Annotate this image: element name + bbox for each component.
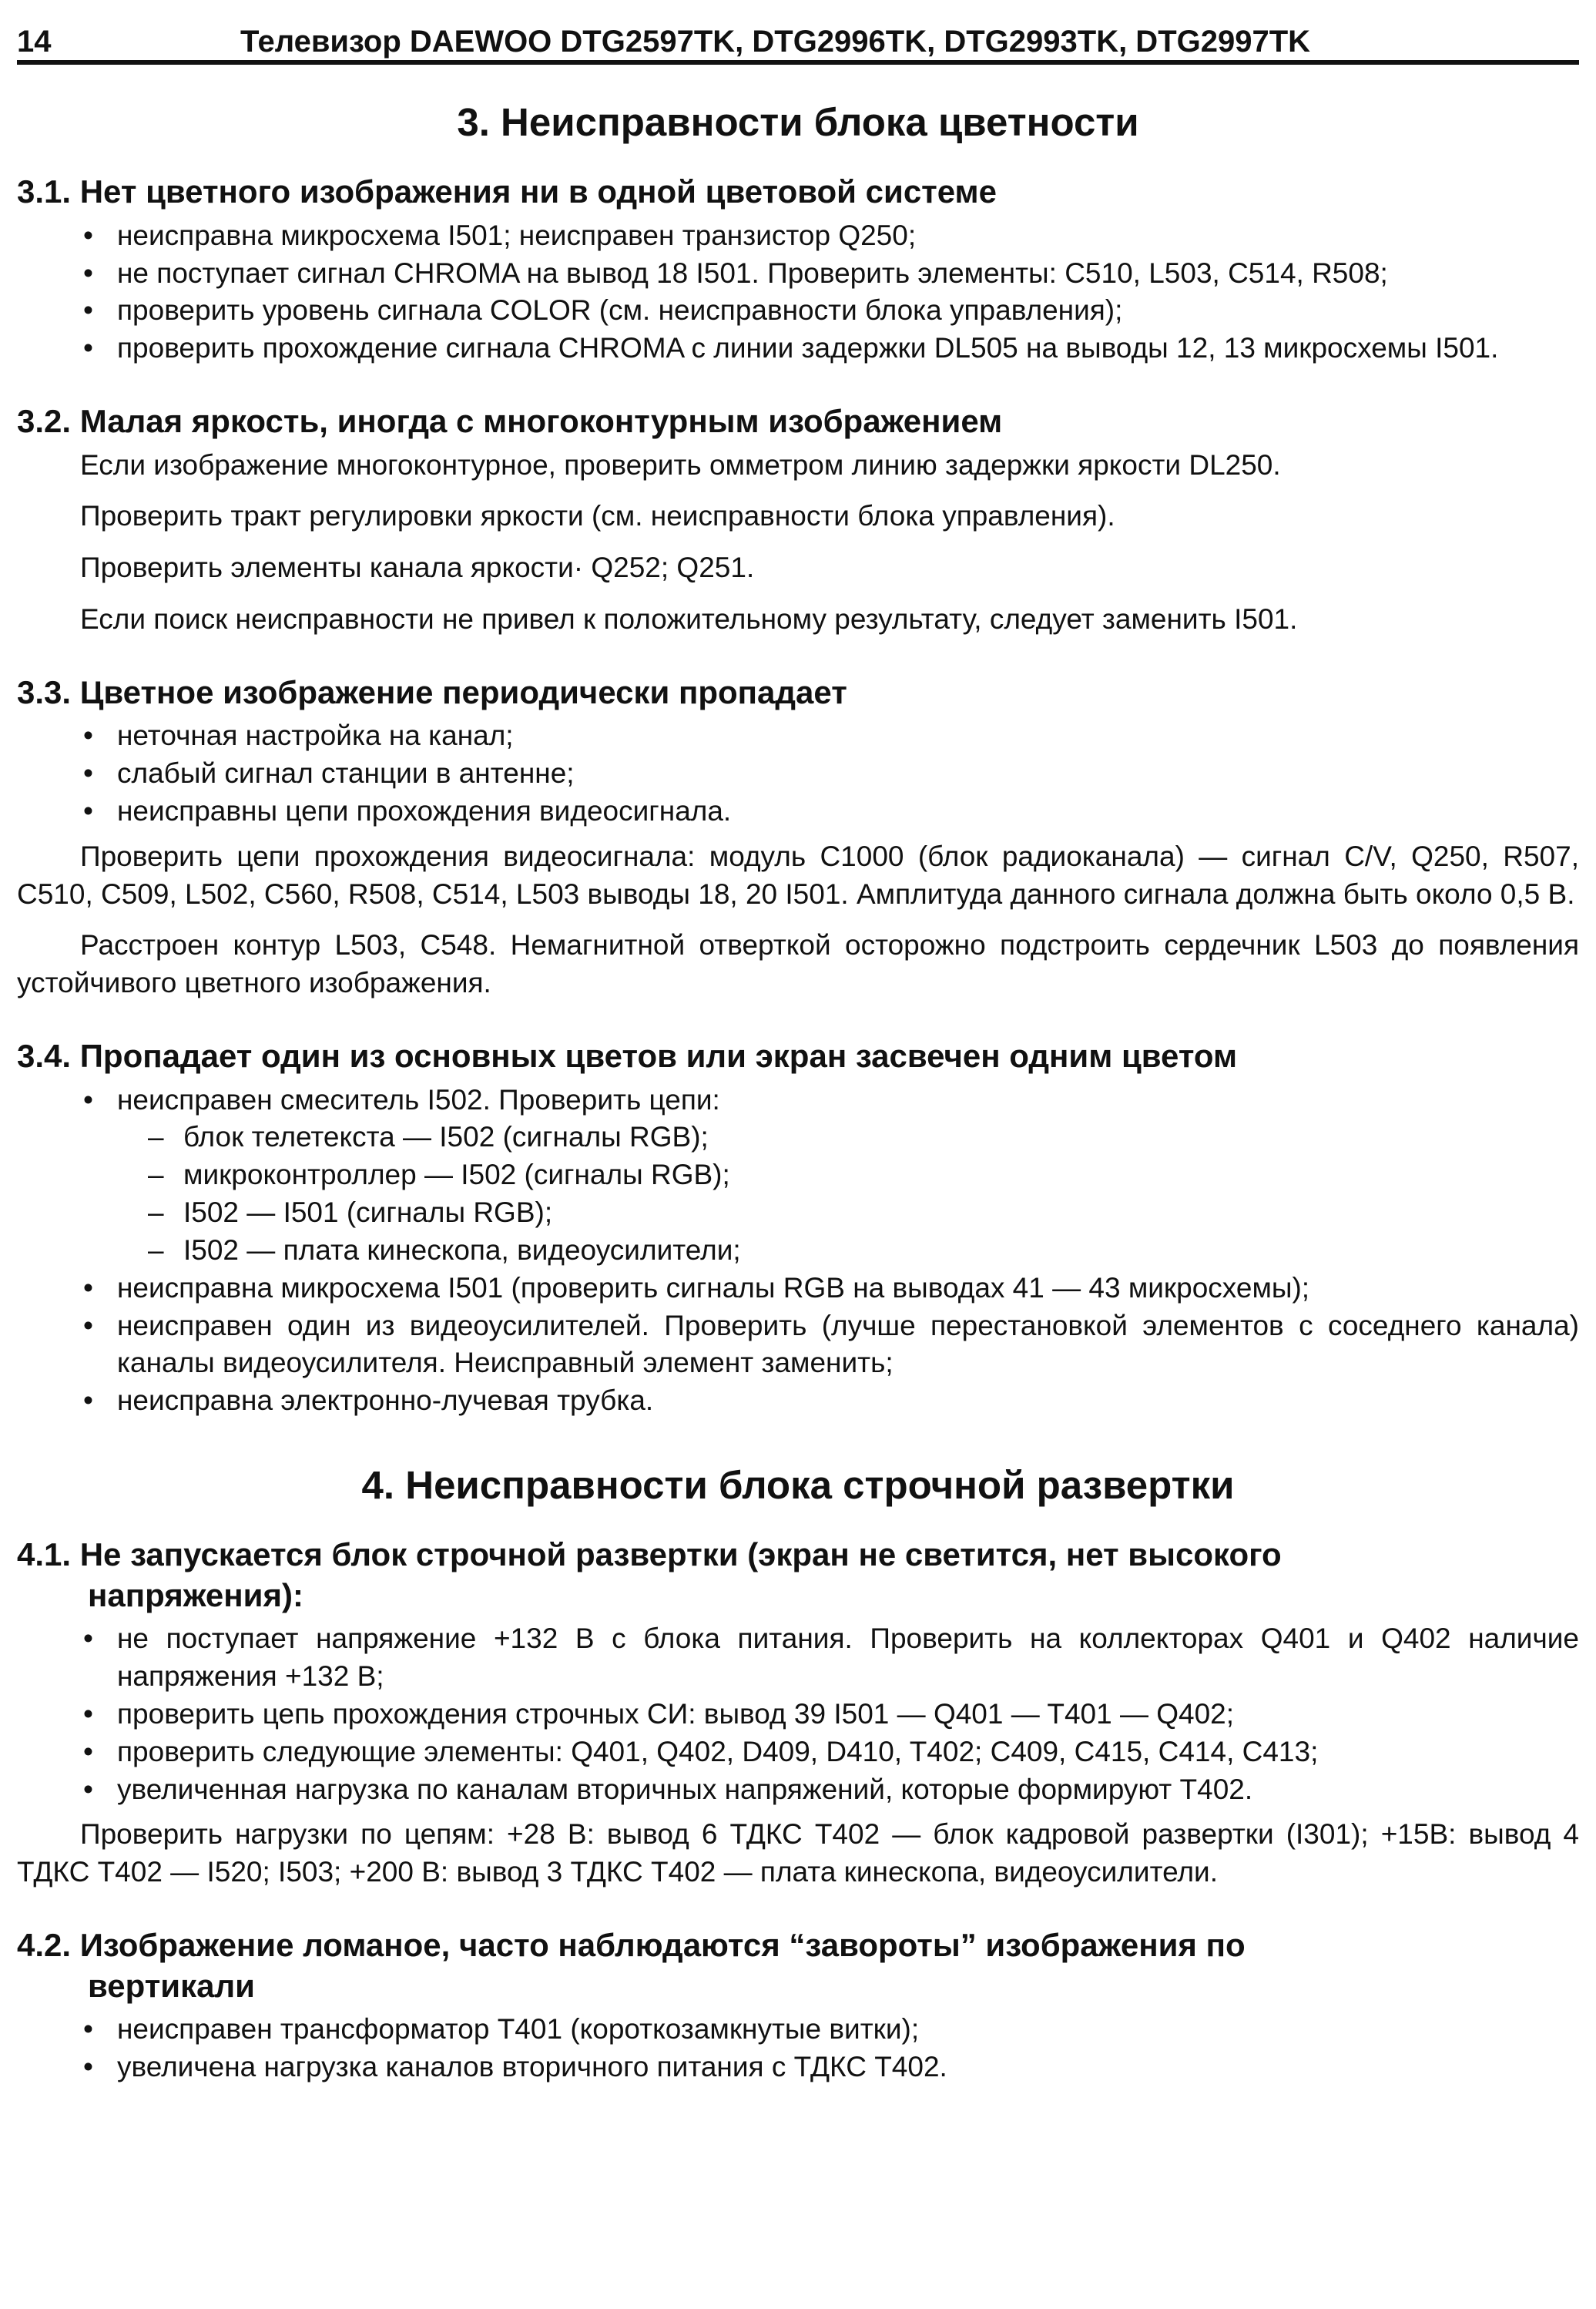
section-3-3-list [17,717,1579,830]
page-number: 14 [17,25,52,59]
sub-list-item: – I502 — I501 (сигналы RGB); [183,1194,1579,1232]
section-3-1 [17,172,1579,367]
paragraph: Проверить тракт регулировки яркости (см. неисправности блока управления). [80,500,1115,532]
sub-list-item: – блок телетекста — I502 (сигналы RGB); [183,1119,1579,1156]
sub-list-item: – микроконтроллер — I502 (сигналы RGB); [183,1156,1579,1194]
paragraph: Проверить элементы канала яркости· Q252; Q251. [80,552,755,584]
section-3-3-title: 3.3. Цветное изображение периодически пропадает [17,673,847,710]
list-item: • неисправны цепи прохождения видеосигнала. [117,793,1579,831]
list-item: • проверить уровень сигнала COLOR (см. неисправности блока управления); [117,292,1579,330]
list-item: • проверить прохождение сигнала CHROMA с линии задержки DL505 на выводы 12, 13 микросхемы I501. [117,330,1579,367]
list-item: • увеличена нагрузка каналов вторичного питания с ТДКС T402. [117,2049,1579,2086]
section-3-2-title: 3.2. Малая яркость, иногда с многоконтурным изображением [17,403,1003,439]
section-3-1-list [17,217,1579,367]
chapter-3-title: 3. Неисправности блока цветности [457,100,1139,144]
list-item: • слабый сигнал станции в антенне; [117,755,1579,793]
sub-list [117,1119,1579,1269]
paragraph: Если поиск неисправности не привел к положительному результату, следует заменить I501. [80,602,1298,635]
paragraph: Если изображение многоконтурное, проверить омметром линию задержки яркости DL250. [80,448,1281,481]
paragraph: Проверить цепи прохождения видеосигнала: модуль C1000 (блок радиоканала) — сигнал C/V, Q250, R507, C510, C509, L502, C560, R508, C514, L503 выводы 18, 20 I501. Амплитуда данного сигнала должна быть около 0,5 В. [17,840,1579,910]
list-item: • проверить цепь прохождения строчных СИ: вывод 39 I501 — Q401 — T401 — Q402; [117,1696,1579,1733]
section-4-2 [17,1925,1579,2086]
chapter-4-title: 4. Неисправности блока строчной развертки [361,1463,1235,1508]
paragraph: Проверить нагрузки по цепям: +28 В: вывод 6 ТДКС T402 — блок кадровой развертки (I301); +15В: вывод 4 ТДКС T402 — I520; I503; +200 В: вывод 3 ТДКС T402 — плата кинескопа, видеоусилители. [17,1818,1579,1888]
section-3-4-list [17,1082,1579,1420]
paragraph: Расстроен контур L503, C548. Немагнитной отверткой осторожно подстроить сердечник L503 до появления устойчивого цветного изображения. [17,929,1579,999]
section-4-1 [17,1535,1579,1891]
running-title: Телевизор DAEWOO DTG2597TK, DTG2996TK, DTG2993TK, DTG2997TK [240,25,1311,59]
section-4-2-title: 4.2. Изображение ломаное, часто наблюдаются “завороты” изображения по вертикали [17,1927,1246,2004]
list-item: • неисправен один из видеоусилителей. Проверить (лучше перестановкой элементов с соседнего канала) каналы видеоусилителя. Неисправный элемент заменить; [117,1307,1579,1383]
section-3-1-title: 3.1. Нет цветного изображения ни в одной цветовой системе [17,173,997,210]
list-item: • увеличенная нагрузка по каналам вторичных напряжений, которые формируют T402. [117,1771,1579,1809]
page [17,0,1579,2120]
section-3-4-title: 3.4. Пропадает один из основных цветов или экран засвечен одним цветом [17,1038,1238,1075]
section-4-1-title: 4.1. Не запускается блок строчной развертки (экран не светится, нет высокого напряжения): [17,1536,1282,1613]
list-item: • не поступает напряжение +132 В с блока питания. Проверить на коллекторах Q401 и Q402 наличие напряжения +132 В; [117,1620,1579,1696]
sub-list-item: – I502 — плата кинескопа, видеоусилители; [183,1232,1579,1270]
list-item-text: неисправен смеситель I502. Проверить цепи: [117,1083,720,1116]
list-item [117,1082,1579,1270]
list-item: • не поступает сигнал CHROMA на вывод 18 I501. Проверить элементы: C510, L503, C514, R508; [117,255,1579,293]
list-item: • неисправна электронно-лучевая трубка. [117,1382,1579,1420]
section-3-3 [17,673,1579,1002]
section-3-4 [17,1036,1579,1420]
list-item: • неисправна микросхема I501 (проверить сигналы RGB на выводах 41 — 43 микросхемы); [117,1270,1579,1307]
section-4-2-list [17,2011,1579,2086]
list-item: • неисправен трансформатор T401 (короткозамкнутые витки); [117,2011,1579,2049]
page-header [17,0,1579,65]
section-4-1-list [17,1620,1579,1808]
list-item: • неточная настройка на канал; [117,717,1579,755]
section-3-2 [17,401,1579,639]
list-item: • проверить следующие элементы: Q401, Q402, D409, D410, T402; C409, C415, C414, C413; [117,1733,1579,1771]
list-item: • неисправна микросхема I501; неисправен транзистор Q250; [117,217,1579,255]
